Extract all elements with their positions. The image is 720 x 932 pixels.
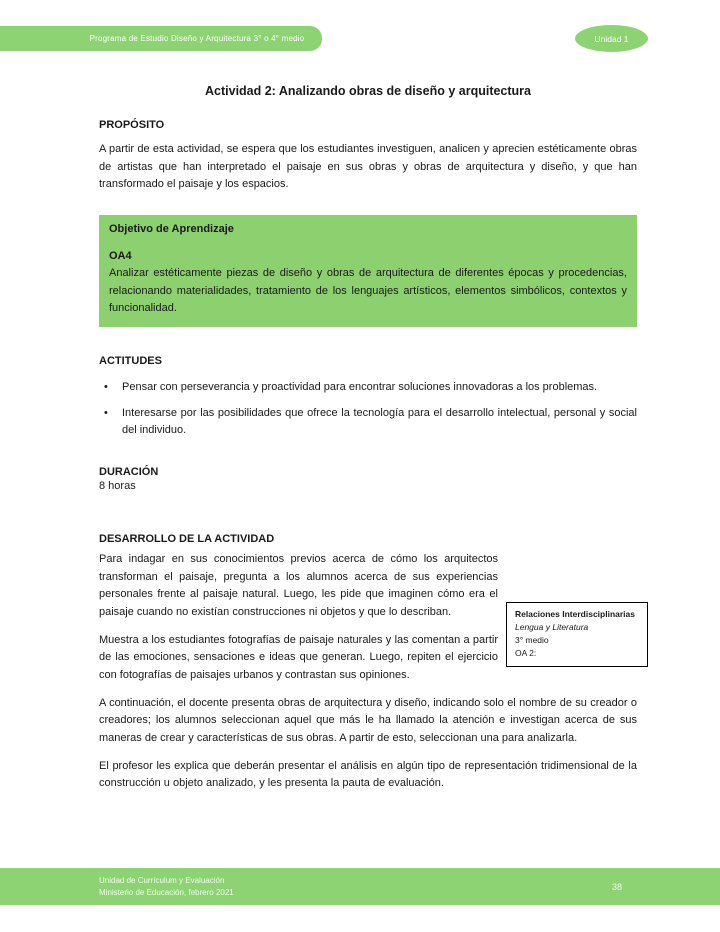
list-item: [99, 405, 637, 440]
actitudes-item-text: Pensar con perseverancia y proactividad para encontrar soluciones innovadoras a los problemas.: [122, 380, 598, 393]
desarrollo-paragraph: A continuación, el docente presenta obras de arquitectura y diseño, indicando solo el nombre de su creador o creadores; los alumnos seleccionan aquel que más le ha llamado la atención e investigan acerca de sus maneras de crear y características de sus obras. A partir de esto, seleccionan una para analizarla.: [99, 696, 637, 744]
interdisciplinary-box: [506, 602, 648, 667]
program-header-badge: [0, 26, 322, 51]
interdisciplinary-oa: OA 2:: [515, 648, 537, 658]
bullet-icon: •: [104, 380, 108, 393]
actitudes-item-text: Interesarse por las posibilidades que ofrece la tecnología para el desarrollo intelectual, personal y social del individuo.: [122, 406, 637, 436]
content-column: [99, 84, 637, 803]
interdisciplinary-level: 3° medio: [515, 635, 549, 645]
unit-badge: [575, 25, 648, 52]
footer-bar: [0, 868, 720, 905]
proposito-paragraph: A partir de esta actividad, se espera que los estudiantes investiguen, analicen y aprecien estéticamente obras de artistas que han interpretado el paisaje en sus obras y obras de arquitectura y diseño, y que han transformado el paisaje y los espacios.: [99, 143, 637, 190]
proposito-heading: PROPÓSITO: [99, 119, 165, 131]
footer-credits: [99, 875, 234, 899]
desarrollo-paragraph: El profesor les explica que deberán presentar el análisis en algún tipo de representación tridimensional de la construcción u objeto analizado, y les presenta la pauta de evaluación.: [99, 759, 637, 789]
footer-line1: Unidad de Currículum y Evaluación: [99, 875, 225, 885]
duracion-value: 8 horas: [99, 479, 136, 492]
objetivo-code: OA4: [109, 249, 132, 262]
duracion-heading: DURACIÓN: [99, 465, 159, 478]
interdisciplinary-subject: Lengua y Literatura: [515, 622, 589, 632]
desarrollo-paragraph: Para indagar en sus conocimientos previos acerca de cómo los arquitectos transforman el paisaje, pregunta a los alumnos acerca de sus experiencias personales frente al paisaje natural. Luego, les pide que imaginen cómo era el paisaje cuando no existían construcciones ni objetos y que lo describan.: [99, 553, 498, 618]
objetivo-heading: Objetivo de Aprendizaje: [109, 222, 234, 235]
objetivo-paragraph: Analizar estéticamente piezas de diseño y obras de arquitectura de diferentes épocas y procedencias, relacionando materialidades, tratamiento de los lenguajes artísticos, elementos simbólicos, contextos y funcionalidad.: [109, 267, 627, 314]
actitudes-heading: ACTITUDES: [99, 354, 162, 367]
actitudes-list: [99, 379, 637, 440]
list-item: [99, 379, 637, 397]
desarrollo-body: [99, 551, 637, 793]
learning-objective-box: [99, 215, 637, 327]
page-title: Actividad 2: Analizando obras de diseño y arquitectura: [205, 84, 531, 98]
program-header-label: Programa de Estudio Diseño y Arquitectura 3° o 4° medio: [89, 34, 305, 43]
page-number: 38: [611, 881, 622, 892]
interdisciplinary-heading: Relaciones Interdisciplinarias: [515, 609, 635, 619]
unit-badge-label: Unidad 1: [594, 33, 629, 44]
footer-line2: Ministerio de Educación, febrero 2021: [99, 887, 234, 897]
bullet-icon: •: [104, 406, 108, 419]
desarrollo-heading: DESARROLLO DE LA ACTIVIDAD: [99, 533, 275, 545]
desarrollo-paragraph: Muestra a los estudiantes fotografías de paisaje naturales y las comentan a partir de las emociones, sensaciones e ideas que generan. Luego, repiten el ejercicio con fotografías de paisajes urbanos y contrastan sus opiniones.: [99, 633, 498, 681]
